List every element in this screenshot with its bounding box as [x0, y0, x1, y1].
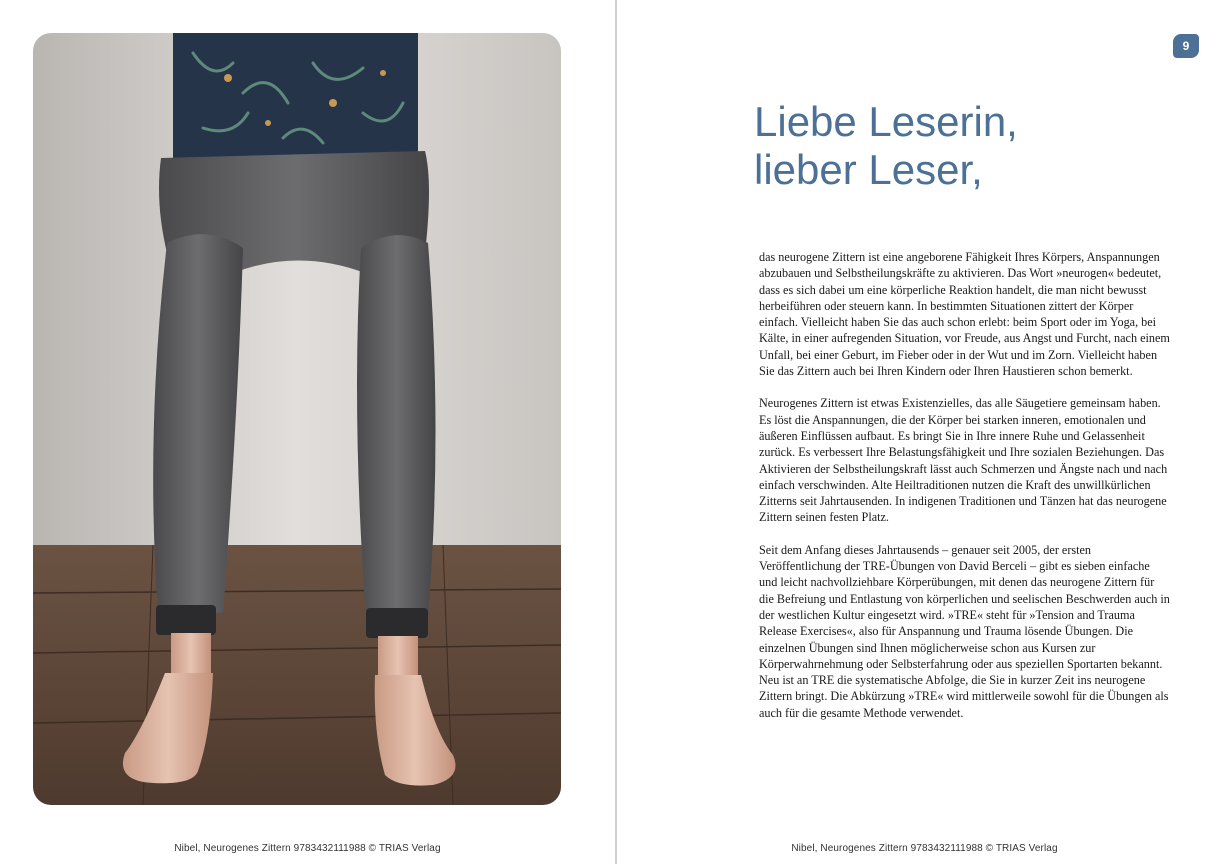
paragraph-1: das neurogene Zittern ist eine angeborene Fähigkeit Ihres Körpers, Anspannungen abzubauen und Selbstheilungskräfte zu aktivieren. Das Wort »neurogen« bedeutet, dass es sich dabei um eine körperliche Reaktion handelt, die man nicht bewusst herbeiführen oder steuern kann. In bestimmten Situationen zittert der Körper einfach. Vielleicht haben Sie das auch schon erlebt: beim Sport oder im Yoga, bei Kälte, in einer aufregenden Situation, vor Freude, aus Angst und Furcht, nach einem Unfall, bei einer Geburt, im Fieber oder in der Wut und im Zorn. Vielleicht haben Sie das Zittern auch bei Ihren Kindern oder Ihren Haustieren schon bemerkt. — [759, 250, 1170, 379]
paragraph-3: Seit dem Anfang dieses Jahrtausends – genauer seit 2005, der ersten Veröffentlichung der TRE-Übungen von David Berceli – gibt es sieben einfache und leicht nachvollziehbare Körperübungen, mit denen das neurogene Zittern für die Befreiung und Entlastung von körperlichen und seelischen Beschwerden auch in der westlichen Kultur eingesetzt wird. »TRE« steht für »Tension and Trauma Release Exercises«, also für Anspannung und Trauma lösende Übungen. Die einzelnen Übungen sind Ihnen möglicherweise schon aus Kursen zur Körperwahrnehmung oder Selbsterfahrung oder aus speziellen Sportarten bekannt. Neu ist an TRE die systematische Abfolge, die Sie in kurzer Zeit ins neurogene Zittern bringt. Die Abkürzung »TRE« wird mittlerweile sowohl für die Übungen als auch für die gesamte Methode verwendet. — [759, 542, 1170, 720]
paragraph-2: Neurogenes Zittern ist etwas Existenzielles, das alle Säugetiere gemeinsam haben. Es löst die Anspannungen, die der Körper bei starken inneren, emotionalen und äußeren Einflüssen aufbaut. Es bringt Sie in Ihre innere Ruhe und Gelassenheit zurück. Es verbessert Ihre Belastungsfähigkeit und Ihre sozialen Beziehungen. Das Aktivieren der Selbstheilungskraft lässt auch Schmerzen und Ängste nach und nach einfach verschwinden. Alte Heiltraditionen nutzen die Kraft des unwillkürlichen Zitterns seit Jahrtausenden. In indigenen Traditionen und Tänzen hat das neurogene Zittern seinen festen Platz. — [759, 396, 1168, 525]
heading-line-1: Liebe Leserin, — [754, 98, 1018, 145]
page-number-badge: 9 — [1173, 34, 1199, 58]
footer-copyright: Nibel, Neurogenes Zittern 9783432111988 © TRIAS Verlag — [174, 843, 441, 854]
page-heading — [754, 98, 1018, 194]
right-page — [617, 0, 1232, 864]
heading-line-2: lieber Leser, — [754, 146, 983, 193]
footer-copyright: Nibel, Neurogenes Zittern 9783432111988 © TRIAS Verlag — [791, 843, 1058, 854]
photo-legs-barefoot — [33, 33, 561, 805]
body-text — [759, 249, 1171, 737]
left-page — [0, 0, 615, 864]
